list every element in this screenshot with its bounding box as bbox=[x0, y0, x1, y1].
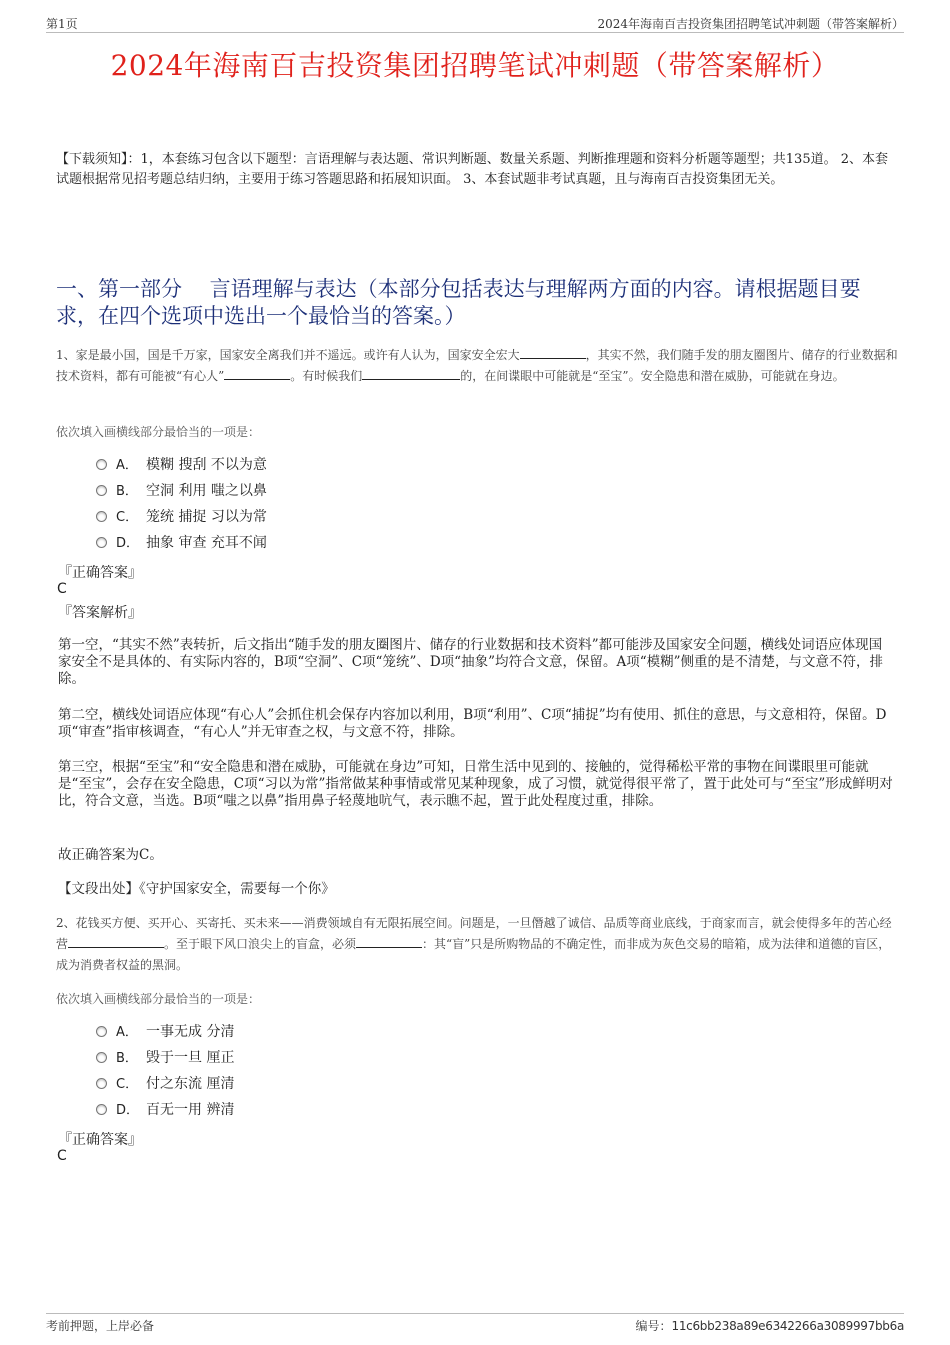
option-c[interactable]: C． 付之东流 厘清 bbox=[96, 1071, 234, 1097]
option-b[interactable]: B． 空洞 利用 嗤之以鼻 bbox=[96, 478, 267, 504]
radio-icon[interactable] bbox=[96, 537, 107, 548]
question-2-prompt: 依次填入画横线部分最恰当的一项是： bbox=[56, 992, 261, 1006]
radio-icon[interactable] bbox=[96, 459, 107, 470]
question-1-options bbox=[96, 452, 267, 556]
analysis-label: 『答案解析』 bbox=[58, 605, 142, 621]
blank-3 bbox=[362, 366, 460, 380]
analysis-paragraph-1: 第一空，“其实不然”表转折，后文指出“随手发的朋友圈图片、储存的行业数据和技术资料”都可能涉及国家安全问题，横线处词语应体现国家安全不是具体的、有实际内容的，B项“空洞”、C项“笼统”、D项“抽象”均符合文意，保留。A项“模糊”侧重的是不清楚，与文意不符，排除。 bbox=[58, 637, 884, 687]
page-header bbox=[46, 12, 904, 33]
answer-label: 『正确答案』 bbox=[58, 565, 142, 581]
analysis-conclusion: 故正确答案为C。 bbox=[58, 847, 163, 863]
option-d[interactable]: D． 抽象 审查 充耳不闻 bbox=[96, 530, 267, 556]
page-footer bbox=[46, 1313, 904, 1334]
answer-label: 『正确答案』 bbox=[58, 1132, 142, 1148]
radio-icon[interactable] bbox=[96, 1052, 107, 1063]
blank-2 bbox=[356, 934, 422, 948]
footer-slogan: 考前押题，上岸必备 bbox=[46, 1319, 155, 1333]
footer-code: 编号：11c6bb238a89e6342266a3089997bb6a bbox=[635, 1319, 904, 1333]
radio-icon[interactable] bbox=[96, 1104, 107, 1115]
source-citation: 【文段出处】《守护国家安全，需要每一个你》 bbox=[58, 881, 335, 897]
analysis-paragraph-3: 第三空，根据“至宝”和“安全隐患和潜在威胁，可能就在身边”可知，日常生活中见到的、接触的，觉得稀松平常的事物在间谍眼里可能就是“至宝”，会存在安全隐患，C项“习以为常”指常做某种事情或常见某种现象，成了习惯，就觉得很平常了，置于此处可与“至宝”形成鲜明对比，符合文意，当选。B项“嗤之以鼻”指用鼻子轻蔑地吭气，表示瞧不起，置于此处程度过重，排除。 bbox=[58, 759, 893, 809]
option-a[interactable]: A． 模糊 搜刮 不以为意 bbox=[96, 452, 267, 478]
section-title: 一、第一部分 言语理解与表达（本部分包括表达与理解两方面的内容。请根据题目要求，在四个选项中选出一个最恰当的答案。） bbox=[56, 277, 861, 328]
option-d[interactable]: D． 百无一用 辨清 bbox=[96, 1097, 234, 1123]
answer-value: C bbox=[57, 581, 67, 597]
blank-2 bbox=[224, 366, 290, 380]
option-b[interactable]: B． 毁于一旦 厘正 bbox=[96, 1045, 234, 1071]
question-2-text: 2、花钱买方便、买开心、买寄托、买未来——消费领域自有无限拓展空间。问题是，一旦僭越了诚信、品质等商业底线，于商家而言，就会使得多年的苦心经营 。至于眼下风口浪尖上的盲盒，必须 ：其“盲”只是所购物品的不确定性，而非成为灰色交易的暗箱，成为法律和道德的盲区，成为消费者权益的黑洞。 bbox=[56, 916, 892, 972]
option-a[interactable]: A． 一事无成 分清 bbox=[96, 1019, 234, 1045]
header-doc-title: 2024年海南百吉投资集团招聘笔试冲刺题（带答案解析） bbox=[597, 17, 904, 31]
radio-icon[interactable] bbox=[96, 485, 107, 496]
answer-value: C bbox=[57, 1148, 67, 1164]
question-2-options bbox=[96, 1019, 234, 1123]
question-1-prompt: 依次填入画横线部分最恰当的一项是： bbox=[56, 425, 261, 439]
question-1-text: 1、家是最小国，国是千万家，国家安全离我们并不遥远。或许有人认为，国家安全宏大 ，其实不然，我们随手发的朋友圈图片、储存的行业数据和技术资料，都有可能被“有心人” 。有时候我们 的，在间谍眼中可能就是“至宝”。安全隐患和潜在威胁，可能就在身边。 bbox=[56, 345, 898, 387]
radio-icon[interactable] bbox=[96, 1026, 107, 1037]
download-notice: 【下载须知】：1，本套练习包含以下题型：言语理解与表达题、常识判断题、数量关系题、判断推理题和资料分析题等题型；共135道。 2、本套试题根据常见招考题总结归纳，主要用于练习答题思路和拓展知识面。 3、本套试题非考试真题，且与海南百吉投资集团无关。 bbox=[56, 152, 888, 187]
analysis-paragraph-2: 第二空，横线处词语应体现“有心人”会抓住机会保存内容加以利用，B项“利用”、C项“捕捉”均有使用、抓住的意思，与文意相符，保留。D项“审查”指审核调查，“有心人”并无审查之权，与文意不符，排除。 bbox=[58, 707, 887, 740]
document-title: 2024年海南百吉投资集团招聘笔试冲刺题（带答案解析） bbox=[110, 49, 840, 82]
option-c[interactable]: C． 笼统 捕捉 习以为常 bbox=[96, 504, 267, 530]
radio-icon[interactable] bbox=[96, 511, 107, 522]
blank-1 bbox=[520, 345, 586, 359]
page-number: 第1页 bbox=[46, 17, 78, 31]
radio-icon[interactable] bbox=[96, 1078, 107, 1089]
blank-1 bbox=[68, 934, 164, 948]
